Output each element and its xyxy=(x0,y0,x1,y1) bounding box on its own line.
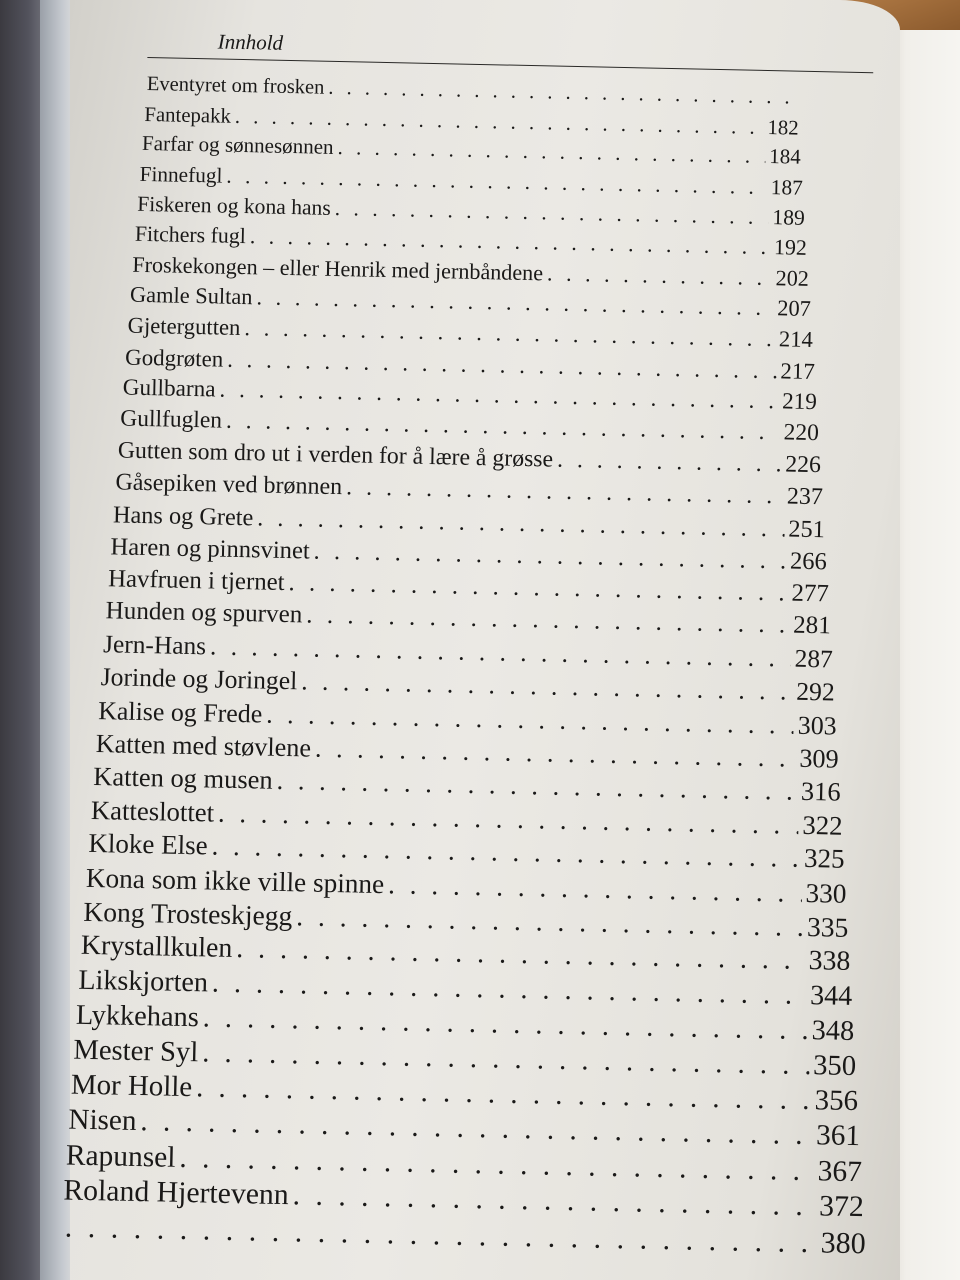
toc-entry-title: Roland Hjertevenn xyxy=(63,1174,290,1212)
toc-entry-page-number: 219 xyxy=(781,388,818,416)
toc-entry-title: Fitchers fugl xyxy=(134,222,247,249)
toc-entry-title: Gåsepiken ved brønnen xyxy=(115,469,343,500)
toc-entry-title: Krystallkulen xyxy=(80,930,233,965)
toc-entry-page-number: 309 xyxy=(799,743,839,774)
toc-entry-page-number: 322 xyxy=(802,809,843,841)
toc-entry-page-number: 367 xyxy=(817,1155,863,1188)
toc-list xyxy=(63,70,886,1262)
toc-entry-title: Kalise og Frede xyxy=(97,695,263,729)
toc-entry-page-number: 202 xyxy=(775,264,810,291)
toc-entry-title: Katteslottet xyxy=(90,794,215,828)
toc-entry-page-number: 338 xyxy=(808,945,851,978)
toc-entry-page-number: 361 xyxy=(815,1119,861,1153)
toc-entry-page-number: 226 xyxy=(784,451,822,479)
toc-entry-title: Katten med støvlene xyxy=(95,728,312,763)
toc-entry-page-number: 350 xyxy=(812,1049,857,1083)
toc-entry-title: Mor Holle xyxy=(70,1068,193,1104)
toc-entry-title: Mester Syl xyxy=(73,1033,199,1069)
toc-entry-page-number: 220 xyxy=(783,419,820,447)
toc-entry-title: Jern-Hans xyxy=(102,630,207,661)
toc-entry-page-number: 237 xyxy=(786,483,824,510)
toc-entry-page-number: 251 xyxy=(788,515,826,543)
toc-entry-title: Nisen xyxy=(68,1104,137,1138)
toc-entry-title: Godgrøten xyxy=(124,344,224,372)
toc-entry-title: Havfruen i tjernet xyxy=(107,565,285,596)
toc-entry-page-number: 372 xyxy=(818,1190,865,1224)
toc-entry-title: Eventyret om frosken xyxy=(146,72,325,99)
toc-entry-page-number: 287 xyxy=(794,644,834,674)
toc-entry-page-number: 316 xyxy=(800,775,841,807)
toc-entry-page-number: 214 xyxy=(778,326,814,353)
toc-entry-title: Finnefugl xyxy=(139,161,223,188)
toc-entry-title: Gullbarna xyxy=(122,374,216,403)
toc-entry-title: Hunden og spurven xyxy=(105,597,303,629)
toc-entry-title: Kong Trosteskjegg xyxy=(83,896,293,932)
toc-entry-page-number: 380 xyxy=(820,1226,867,1261)
toc-entry-page-number: 189 xyxy=(772,205,806,230)
toc-entry-title: Katten og musen xyxy=(93,761,274,795)
dot-leader xyxy=(557,445,782,481)
toc-entry-page-number: 217 xyxy=(780,358,816,385)
toc-entry-title: Gullfuglen xyxy=(120,405,223,435)
toc-entry-title: Kloke Else xyxy=(88,828,208,861)
toc-entry-page-number: 330 xyxy=(805,878,847,909)
toc-entry-title: Likskjorten xyxy=(78,964,209,999)
toc-entry-page-number: 335 xyxy=(806,911,849,944)
toc-entry-title: Gamle Sultan xyxy=(129,281,253,310)
dot-leader xyxy=(547,258,772,293)
toc-entry-title: Hans og Grete xyxy=(112,500,254,531)
toc-entry-title: Haren og pinnsvinet xyxy=(110,532,310,565)
toc-entry-page-number: 184 xyxy=(768,144,802,169)
toc-entry-page-number: 281 xyxy=(792,611,832,640)
toc-entry-page-number: 182 xyxy=(767,115,799,140)
toc-entry-page-number: 325 xyxy=(803,843,845,875)
toc-entry-title: Fantepakk xyxy=(144,102,232,128)
toc-entry-page-number: 303 xyxy=(797,710,837,741)
toc-entry-title: Gjetergutten xyxy=(127,312,241,341)
table-of-contents xyxy=(63,28,887,1262)
toc-entry-page-number: 292 xyxy=(795,676,836,707)
toc-entry-page-number: 277 xyxy=(791,579,830,608)
toc-entry-page-number: 187 xyxy=(770,175,804,200)
toc-entry-title: Fiskeren og kona hans xyxy=(136,191,332,220)
toc-entry-title: Froskekongen – eller Henrik med jernbåndene xyxy=(132,251,544,286)
toc-entry-title: Gutten som dro ut i verden for å lære å grøsse xyxy=(117,437,554,473)
toc-entry-page-number: 192 xyxy=(773,235,808,261)
toc-entry-title: Rapunsel xyxy=(65,1139,176,1174)
toc-entry-page-number: 207 xyxy=(777,295,812,322)
toc-entry-page-number: 266 xyxy=(789,547,828,575)
toc-entry-title: Farfar og sønnesønnen xyxy=(141,131,334,160)
toc-entry-page-number: 356 xyxy=(814,1084,859,1118)
toc-entry-title: Lykkehans xyxy=(75,999,200,1033)
toc-entry-page-number: 348 xyxy=(811,1014,855,1047)
toc-entry-title: Kona som ikke ville spinne xyxy=(85,863,385,900)
page-header: Innhold xyxy=(147,28,873,73)
toc-entry-page-number: 344 xyxy=(809,979,853,1012)
toc-entry-title: Jorinde og Joringel xyxy=(100,661,298,695)
